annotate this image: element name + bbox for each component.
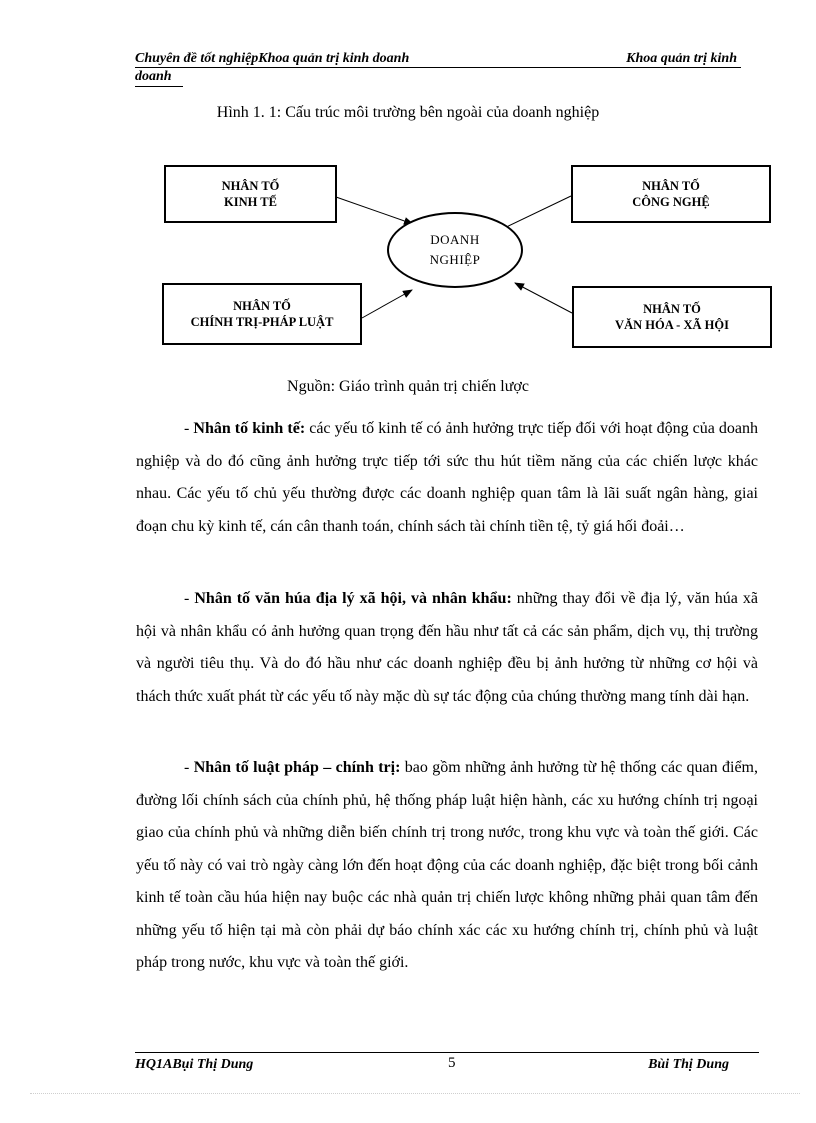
box-economic-line1: NHÂN TỐ: [221, 179, 280, 193]
paragraph-heading: Nhân tố luật pháp – chính trị:: [193, 759, 401, 776]
box-political-legal-factor: [162, 283, 362, 345]
footer-left-text: HQ1ABụi Thị Dung: [135, 1057, 254, 1072]
box-culture-social-line1: NHÂN TỐ: [643, 302, 701, 316]
page-footer: [135, 1057, 759, 1075]
paragraph-text: bao gồm những ảnh hưởng từ hệ thống các quan điểm, đường lối chính sách của chính phủ, hệ thống pháp luật hiện hành, các xu hướng chính trị ngoại giao của chính phủ và những diễn biến chính trị trong nước, trong khu vực và toàn thế giới. Các yếu tố này có vai trò ngày càng lớn đến hoạt động của các doanh nghiệp, đặc biệt trong bối cảnh kinh tế toàn cầu húa hiện nay buộc các nhà quản trị chiến lược không những phải quan tâm đến những yếu tố hiện tại mà còn phải dự báo chính xác các xu hướng chính trị, chính phủ và luật pháp trong nước, khu vực và toàn thế giới.: [136, 759, 759, 971]
box-technology-factor: [571, 165, 771, 223]
paragraph-economic: [136, 413, 758, 543]
box-technology-line2: CÔNG NGHỆ: [632, 195, 710, 209]
arrow-economic: [336, 197, 413, 224]
footer-rule: [135, 1052, 759, 1053]
paragraph-lead: -: [184, 420, 194, 437]
center-line1: DOANH: [430, 232, 480, 247]
paragraph-text: những thay đổi về địa lý, văn húa xã hội và nhân khẩu có ảnh hưởng quan trọng đến hầu như tất cả các sản phẩm, dịch vụ, thị trường và người tiêu thụ. Và do đó hầu như các doanh nghiệp đều bị ảnh hưởng từ những cơ hội và thách thức xuất phát từ các yếu tố này mặc dù sự tác động của chúng thường mang tính dài hạn.: [136, 590, 759, 705]
header-continuation-text: doanh: [135, 69, 172, 84]
header-right-text: Khoa quản trị kinh: [626, 51, 737, 66]
box-political-legal-line1: NHÂN TỐ: [233, 299, 291, 313]
page-number: 5: [448, 1055, 456, 1071]
figure-source: Nguồn: Giáo trình quản trị chiến lược: [287, 378, 529, 395]
arrow-culture-social: [515, 283, 572, 313]
center-line2: NGHIỆP: [429, 252, 481, 267]
header-left-text: Chuyên đề tốt nghiệpKhoa quản trị kinh doanh: [135, 51, 410, 66]
footer-right-text: Bùi Thị Dung: [648, 1057, 729, 1072]
arrow-political-legal: [362, 290, 412, 318]
box-technology-line1: NHÂN TỐ: [642, 179, 700, 193]
paragraph-lead: -: [184, 590, 195, 607]
paragraph-political-legal: [136, 752, 758, 980]
page-bottom-divider: [30, 1093, 800, 1094]
box-culture-social-line2: VĂN HÓA - XÃ HỘI: [615, 318, 729, 332]
box-political-legal-line2: CHÍNH TRỊ-PHÁP LUẬT: [190, 315, 334, 329]
paragraph-heading: Nhân tố văn húa địa lý xã hội, và nhân khẩu:: [194, 590, 512, 607]
center-enterprise-oval: [387, 212, 523, 288]
box-culture-social-factor: [572, 286, 772, 348]
paragraph-heading: Nhân tố kinh tế:: [193, 420, 306, 437]
paragraph-text: các yếu tố kinh tế có ảnh hưởng trực tiếp đối với hoạt động của doanh nghiệp và do đó cũng ảnh hưởng trực tiếp tới sức thu hút tiềm năng của các chiến lược khác nhau. Các yếu tố chủ yếu thường được các doanh nghiệp quan tâm là lãi suất ngân hàng, giai đoạn chu kỳ kinh tế, cán cân thanh toán, chính sách tài chính tiền tệ, tỷ giá hối đoải…: [136, 420, 759, 535]
box-economic-factor: [164, 165, 337, 223]
figure-caption: Hình 1. 1: Cấu trúc môi trường bên ngoài của doanh nghiệp: [216, 104, 600, 121]
box-economic-line2: KINH TẾ: [224, 195, 277, 209]
environment-diagram: [0, 0, 816, 380]
paragraph-lead: -: [184, 759, 194, 776]
paragraph-culture-social: [136, 583, 758, 713]
